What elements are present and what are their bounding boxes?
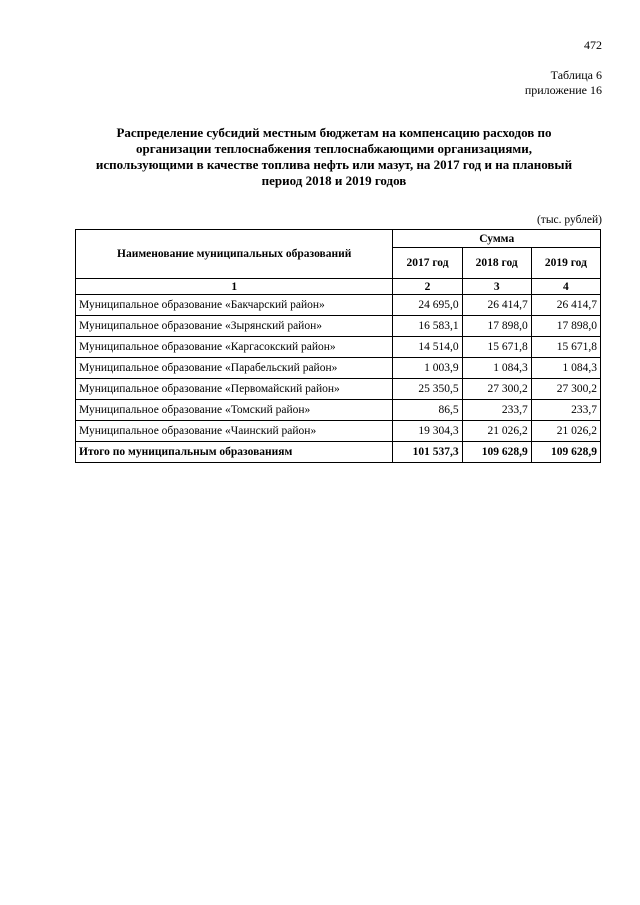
table-reference xyxy=(525,68,602,98)
column-number: 1 xyxy=(76,279,393,295)
municipality-name: Муниципальное образование «Зырянский район» xyxy=(76,316,393,337)
municipality-name: Муниципальное образование «Первомайский район» xyxy=(76,379,393,400)
table-row xyxy=(76,379,601,400)
year-2019-header: 2019 год xyxy=(531,248,600,279)
table-row xyxy=(76,316,601,337)
name-column-header: Наименование муниципальных образований xyxy=(76,230,393,279)
value-2019: 17 898,0 xyxy=(531,316,600,337)
municipality-name: Муниципальное образование «Бакчарский район» xyxy=(76,295,393,316)
municipality-name: Муниципальное образование «Чаинский район» xyxy=(76,421,393,442)
value-2017: 86,5 xyxy=(393,400,462,421)
value-2019: 15 671,8 xyxy=(531,337,600,358)
total-2019: 109 628,9 xyxy=(531,442,600,463)
subsidy-table xyxy=(75,229,601,463)
year-2017-header: 2017 год xyxy=(393,248,462,279)
table-row xyxy=(76,337,601,358)
table-row xyxy=(76,400,601,421)
value-2019: 233,7 xyxy=(531,400,600,421)
value-2019: 1 084,3 xyxy=(531,358,600,379)
value-2018: 233,7 xyxy=(462,400,531,421)
table-row xyxy=(76,358,601,379)
units-label: (тыс. рублей) xyxy=(536,214,602,226)
value-2019: 26 414,7 xyxy=(531,295,600,316)
total-2017: 101 537,3 xyxy=(393,442,462,463)
value-2017: 19 304,3 xyxy=(393,421,462,442)
value-2017: 14 514,0 xyxy=(393,337,462,358)
value-2018: 17 898,0 xyxy=(462,316,531,337)
municipality-name: Муниципальное образование «Томский район» xyxy=(76,400,393,421)
value-2019: 27 300,2 xyxy=(531,379,600,400)
appendix-label: приложение 16 xyxy=(524,83,602,97)
value-2017: 16 583,1 xyxy=(393,316,462,337)
value-2018: 27 300,2 xyxy=(462,379,531,400)
total-2018: 109 628,9 xyxy=(462,442,531,463)
table-row xyxy=(76,421,601,442)
column-number: 4 xyxy=(531,279,600,295)
value-2019: 21 026,2 xyxy=(531,421,600,442)
document-title: Распределение субсидий местным бюджетам на компенсацию расходов по организации теплоснабжения теплоснабжающими организациями, использующими в качестве топлива нефть или мазут, на 2017 год и на плановый период 2018 и 2019 годов xyxy=(95,125,573,188)
table-label: Таблица 6 xyxy=(550,68,602,82)
municipality-name: Муниципальное образование «Парабельский район» xyxy=(76,358,393,379)
sum-column-header: Сумма xyxy=(393,230,601,248)
total-label: Итого по муниципальным образованиям xyxy=(76,442,393,463)
year-2018-header: 2018 год xyxy=(462,248,531,279)
value-2018: 21 026,2 xyxy=(462,421,531,442)
page-number: 472 xyxy=(584,38,602,52)
value-2017: 24 695,0 xyxy=(393,295,462,316)
value-2017: 25 350,5 xyxy=(393,379,462,400)
value-2017: 1 003,9 xyxy=(393,358,462,379)
value-2018: 26 414,7 xyxy=(462,295,531,316)
total-row xyxy=(76,442,601,463)
value-2018: 15 671,8 xyxy=(462,337,531,358)
column-number: 2 xyxy=(393,279,462,295)
table-row xyxy=(76,295,601,316)
value-2018: 1 084,3 xyxy=(462,358,531,379)
column-number: 3 xyxy=(462,279,531,295)
municipality-name: Муниципальное образование «Каргасокский район» xyxy=(76,337,393,358)
